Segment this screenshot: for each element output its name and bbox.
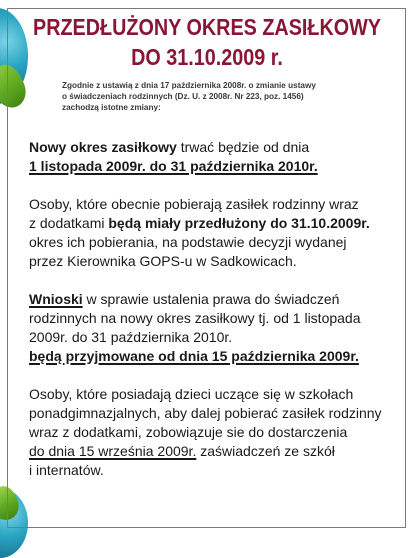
legal-note-line-1: Zgodnie z ustawią z dnia 17 października 2008r. o zmianie ustawy	[62, 81, 316, 90]
extension-line-2a: z dodatkami	[29, 215, 109, 231]
announcement-body	[29, 138, 397, 499]
applications-line-1-rest: w sprawie ustalenia prawa do świadczeń	[82, 291, 340, 307]
school-deadline: do dnia 15 września 2009r.	[29, 443, 197, 459]
paragraph-school-certificates	[29, 385, 397, 480]
new-period-dates: 1 listopada 2009r. do 31 października 2010r.	[29, 158, 318, 174]
legal-note-line-3: zachodzą istotne zmiany:	[62, 103, 161, 112]
extension-line-2-bold: będą miały przedłużony do 31.10.2009r.	[108, 215, 370, 231]
legal-note-line-2: o świadczeniach rodzinnych (Dz. U. z 2008r. Nr 223, poz. 1456)	[62, 92, 304, 101]
school-line-4-rest: zaświadczeń ze szkół	[196, 443, 335, 459]
paragraph-extension	[29, 195, 397, 271]
extension-line-3: okres ich pobierania, na podstawie decyzji wydanej	[29, 234, 347, 250]
new-period-lead-rest: trwać będzie od dnia	[176, 139, 310, 155]
extension-line-4: przez Kierownika GOPS-u w Sadkowicach.	[29, 253, 297, 269]
applications-line-3: 2009r. do 31 października 2010r.	[29, 329, 233, 345]
applications-lead: Wnioski	[29, 291, 83, 307]
applications-deadline: będą przyjmowane od dnia 15 października 2009r.	[29, 348, 359, 364]
school-line-1: Osoby, które posiadają dzieci uczące się w szkołach	[29, 386, 354, 402]
applications-line-2: rodzinnych na nowy okres zasiłkowy tj. od 1 listopada	[29, 310, 361, 326]
paragraph-new-period	[29, 138, 397, 176]
school-line-3: wraz z dodatkami, zobowiązuje sie do dostarczenia	[29, 424, 348, 440]
extension-line-1: Osoby, które obecnie pobierają zasiłek rodzinny wraz	[29, 196, 359, 212]
legal-basis-note	[62, 80, 382, 113]
page-title-line-1: PRZEDŁUŻONY OKRES ZASIŁKOWY	[32, 14, 382, 40]
new-period-lead: Nowy okres zasiłkowy	[29, 139, 177, 155]
paragraph-applications	[29, 290, 397, 366]
school-line-5: i internatów.	[29, 462, 104, 478]
page-title-line-2: DO 31.10.2009 r.	[131, 44, 283, 70]
school-line-2: ponadgimnazjalnych, aby dalej pobierać zasiłek rodzinny	[29, 405, 382, 421]
